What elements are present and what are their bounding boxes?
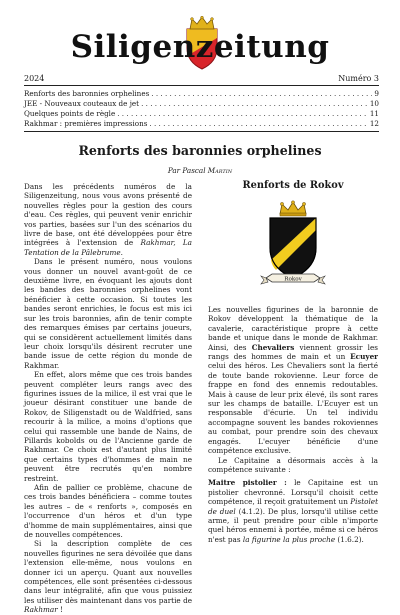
toc-item-page: 11 [369,109,379,118]
paragraph-bold: Chevaliers [251,342,295,352]
crown-icon [189,16,215,30]
paragraph-text: celui des héros. Les Chevaliers sont la fierté de toute bande rokovienne. Leur force de frappe en fond des ennemis redoutables. Mais à cause de leur prix élevé, ils sont rares sur les champs de bataille. L'Ecuyer est un responsable d'écurie. Un tel individu accompagne souvent les bandes rokoviennes au combat, pour prendre soin des chevaux engagés. L'ecuyer bénéficie d'une compétence exclusive. [208,361,378,456]
paragraph: En effet, alors même que ces trois bandes peuvent compléter leurs rangs avec des figurines issues de la milice, il est vrai que le joueur désirant constituer une bande de Rokov, de Siligenstadt ou de Waldfried, sans recourir à la milice, a moins d'options que celui qui rassemble une bande de Nains, de Pillards kobolds ou de l'Ancienne garde de Rakhmar. Ce choix est d'autant plus limité que certains types d'hommes de main ne peuvent être recrutés qu'en nombre restreint. [24,370,192,483]
issue-number: Numéro 3 [338,74,379,83]
paragraph [208,305,378,456]
toc-item-title: Rakhmar : premières impressions [24,119,148,128]
paragraph-bold: Ecuyer [350,352,378,362]
paragraph-text: viennent grossir les rangs des hommes de main et un [208,342,378,362]
paragraph-text: . [120,247,123,257]
divider [24,131,379,132]
toc-item[interactable] [24,99,379,109]
paragraph: Afin de pallier ce problème, chacune de ces trois bandes bénéficiera – comme toutes les autres – de « renforts », composés en l'occurrence d'un héros et d'un type d'homme de main supplémentaires, ainsi que de nouvelles compétences. [24,483,192,540]
paragraph-emphasis: Pistolet de duel [208,497,378,516]
masthead [0,6,400,74]
toc-item-page: 9 [374,89,379,98]
toc-leader-dots [117,109,368,119]
paragraph [24,182,192,257]
toc-item-title: Quelques points de règle [24,109,116,118]
toc-item-page: 10 [369,99,379,108]
masthead-title: Siligenzeitung [70,29,330,65]
table-of-contents [24,89,379,129]
paragraph-text: (4.1.2). De plus, lorsqu'il utilise cette arme, il peut prendre pour cible n'importe quel héros ennemi à portée, même si ce héros n'est pas [208,506,378,544]
paragraph [24,539,192,614]
right-column [208,305,378,544]
toc-item-title: JEE - Nouveaux couteaux de jet [24,99,140,108]
skill-name: Maitre pistolier : [208,478,287,488]
toc-item[interactable] [24,89,379,99]
paragraph-text: Si la description complète de ces nouvelles figurines ne sera dévoilée que dans l'extension elle-même, nous voulons en donner ici un aperçu. Quant aux nouvelles compétences, elle sont présentées ci-dessous dans leur intégralité, afin que vous puissiez les utiliser dès maintenant dans vos partie de [24,539,192,605]
paragraph: Dans le présent numéro, nous voulons vous donner un nouvel avant-goût de ce deuxième livre, en évoquant les ajouts dont les bandes des baronnies orphelines vont bénéficier à cette occasion. Si toutes les bandes seront enrichies, le focus est mis ici sur les trois baronnies, afin de tenir compte des remarques émises par certains joueurs, qui se considèrent actuellement limités dans leur choix lorsqu'ils désirent recruter une bande issue de cette région du monde de Rakhmar. [24,257,192,370]
paragraph-text: (1.6.2). [335,534,364,544]
toc-leader-dots [151,89,372,99]
article-title: Renforts des baronnies orphelines [78,143,322,158]
left-column [24,182,192,615]
article-byline [0,166,400,175]
section-heading: Renforts de Rokov [242,180,344,191]
paragraph-emphasis: la figurine la plus proche [242,534,336,544]
paragraph-text: Les nouvelles figurines de la baronnie de Rokov développent la thématique de la cavalerie, caractéristique propre à cette bande et unique dans le monde de Rakhmar. Ainsi, des [208,305,378,352]
toc-item-title: Renforts des baronnies orphelines [24,89,150,98]
toc-item-page: 12 [369,119,379,128]
toc-item[interactable] [24,109,379,119]
toc-leader-dots [149,119,367,129]
rokov-coat-of-arms-icon [258,200,328,292]
toc-item[interactable] [24,119,379,129]
banner-label: Rokov [284,276,302,283]
toc-leader-dots [141,99,368,109]
paragraph: Le Capitaine a désormais accès à la compétence suivante : [208,455,378,474]
byline-prefix: Par Pascal [167,166,208,175]
issue-line [24,74,379,86]
paragraph-text: ! [57,605,63,615]
byline-author: Martin [207,166,233,175]
issue-year: 2024 [24,74,45,83]
paragraph-emphasis: Rakhmar [24,605,58,615]
paragraph-text: le Capitaine est un pistolier chevronné. Lorsqu'il choisit cette compétence, il reçoit gratuitement un [208,478,379,507]
paragraph-emphasis: Rakhmar, La Tentation de la Pâlebrume [24,238,192,257]
paragraph [208,478,378,544]
paragraph-text: Dans les précédents numéros de la Siligenzeitung, nous vous avons présenté de nouvelles règles pour la gestion des cours d'eau. Ces règles, qui peuvent venir enrichir vos parties, basées sur l'un des scénarios du livre de base, ont été développées pour être intégrées à l'extension de [24,182,192,248]
